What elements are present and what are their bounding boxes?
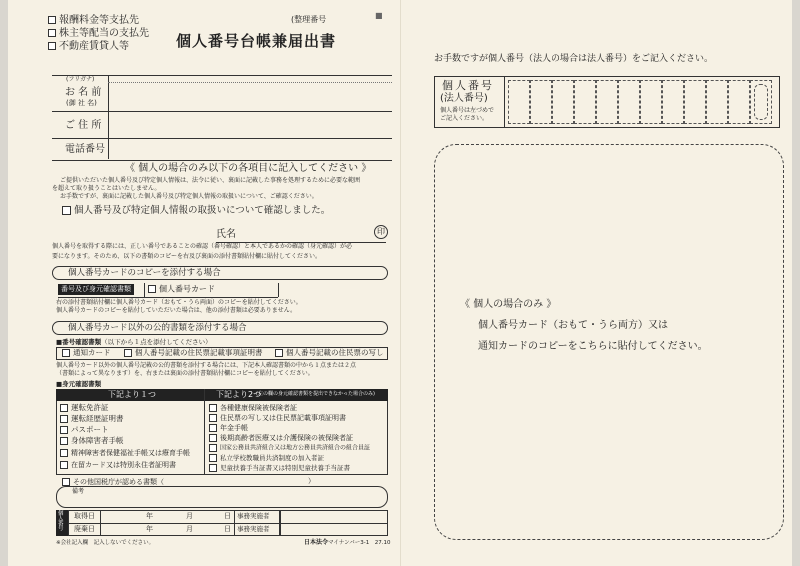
number-docs-label: ■番号確認書類（以下から１点を添付してください） [56, 338, 212, 346]
disposal-month: 月 [186, 525, 193, 533]
other-document-close: ） [308, 477, 315, 485]
checkbox[interactable] [62, 349, 70, 357]
checkbox[interactable] [60, 426, 68, 434]
digit-cell[interactable] [684, 80, 706, 124]
digit-cell[interactable] [728, 80, 750, 124]
verify-text-2: 要になります。そのため、以下の書類のコピーを右及び裏面の添付書類貼付欄に貼付してください。 [52, 253, 322, 260]
id-right-item[interactable]: 各種健康保険被保険者証 [209, 404, 297, 412]
office-side-label: 個人番号 [58, 511, 64, 532]
disposal-year: 年 [146, 525, 153, 533]
paste-title: 《 個人の場合のみ 》 [460, 299, 557, 310]
other-document-option[interactable]: その他国税庁が認める書類（ [62, 478, 164, 486]
address-field[interactable] [110, 113, 390, 137]
id-left-item[interactable]: 運転免許証 [60, 404, 109, 412]
option-notification-card[interactable]: 通知カード [62, 349, 111, 357]
digit-cell[interactable] [596, 80, 618, 124]
form-code: マイナンバー3-1 27.10 [328, 540, 391, 546]
id-left-item[interactable]: 身体障害者手帳 [60, 437, 124, 445]
disposal-date-label: 廃棄日 [74, 525, 95, 533]
seal-mark: 印 [374, 225, 388, 239]
id-right-item[interactable]: 国家公務員共済組合又は地方公務員共済組合の組合員証 [209, 444, 370, 452]
checkbox[interactable] [60, 415, 68, 423]
mycard-note-1: 右の添付書類貼付欄に個人番号カード（おもて・うら両面）のコピーを貼付してください。 [56, 299, 302, 306]
privacy-text-3: お手数ですが、裏面に記載した個人番号及び特定個人情報の取扱いについて、ご確認ください。 [60, 193, 318, 200]
other-heading: 個人番号カード以外の公的書類を添付する場合 [68, 323, 247, 333]
number-hint-2: ご記入ください。 [440, 115, 489, 122]
personal-number-label: 個人番号 [442, 79, 494, 92]
left-header-text: 下記より１つ [108, 390, 156, 399]
checkbox[interactable] [62, 206, 71, 215]
id-right-item[interactable]: 後期高齢者医療又は介護保険の被保険者証 [209, 434, 353, 442]
acquired-date-label: 取得日 [74, 512, 95, 520]
verify-text-1: 個人番号を取得する際には、正しい番号であることの確認（番号確認）と本人であるかの確認（身元確認）が必 [52, 243, 353, 250]
mycard-tag: 番号及び身元確認書類 [58, 284, 134, 295]
other-note-1: 個人番号カード以外の個人番号記載の公的書類を添付する場合には、下記本人確認書類の中から１点または２点 [56, 362, 357, 369]
number-hint-1: 個人番号は左づめで [440, 107, 495, 114]
checkbox[interactable] [209, 424, 217, 432]
reference-number-label: (整理番号 [291, 15, 327, 24]
id-left-item[interactable]: パスポート [60, 426, 109, 434]
office-footnote: ※会社記入欄 記入しないでください。 [56, 540, 155, 546]
form-title: 個人番号台帳兼届出書 [176, 32, 337, 50]
digit-cell[interactable] [574, 80, 596, 124]
id-right-item[interactable]: 住民票の写し又は住民票記載事項証明書 [209, 414, 346, 422]
signature-name-label: 氏名 [216, 229, 236, 240]
option-resident-cert[interactable]: 個人番号記載の住民票記載事項証明書 [124, 349, 263, 357]
option-resident-copy[interactable]: 個人番号記載の住民票の写し [275, 349, 384, 357]
checkbox[interactable] [62, 478, 70, 486]
digit-cell[interactable] [552, 80, 574, 124]
checkbox[interactable] [60, 449, 68, 457]
individual-heading: 《 個人の場合のみ以下の各項目に記入してください 》 [125, 163, 372, 174]
checkbox[interactable] [209, 454, 217, 462]
checkbox[interactable] [48, 16, 56, 24]
digit-cell[interactable] [530, 80, 552, 124]
mycard-note-2: 個人番号カードのコピーを貼付していただいた場合は、他の添付書類は必要ありません。 [56, 307, 297, 314]
check-item-dividend[interactable]: 株主等配当の支払先 [48, 29, 149, 39]
checkbox[interactable] [209, 464, 217, 472]
checkbox[interactable] [48, 42, 56, 50]
id-docs-label: ■身元確認書類 [56, 380, 102, 388]
publisher-logo: 日本法令 [304, 539, 329, 546]
check-item-payee[interactable]: 報酬料金等支払先 [48, 16, 139, 26]
acquired-day: 日 [224, 512, 231, 520]
privacy-text-1: ご提供いただいた個人番号及び特定個人情報は、法令に従い、裏面に記載した事務を処理するために必要な範囲 [60, 177, 361, 184]
digit-cell[interactable] [662, 80, 684, 124]
disposal-day: 日 [224, 525, 231, 533]
form-sheet [8, 0, 792, 566]
acquired-month: 月 [186, 512, 193, 520]
company-name-label: (御 社 名) [66, 99, 97, 107]
corporate-extra-digit-cell[interactable] [754, 84, 768, 120]
signature-field[interactable] [238, 226, 368, 242]
checkbox[interactable] [209, 404, 217, 412]
checkbox[interactable] [209, 434, 217, 442]
check-item-landlord[interactable]: 不動産賃貸人等 [48, 42, 129, 52]
mycard-option[interactable]: 個人番号カード [148, 285, 215, 294]
id-right-item[interactable]: 私立学校教職員共済制度の加入者証 [209, 454, 324, 462]
other-note-2: （書類によって異なります）を、右または裏面の添付書類貼付欄にコピーを貼付してください。 [56, 370, 314, 377]
phone-field[interactable] [110, 140, 390, 158]
id-right-item[interactable]: 児童扶養手当証書又は特別児童扶養手当証書 [209, 464, 350, 472]
id-left-item[interactable]: 在留カード又は特別永住者証明書 [60, 461, 176, 469]
privacy-text-2: を超えて取り扱うことはいたしません。 [52, 185, 161, 192]
name-label: お 名 前 [65, 87, 102, 98]
checkbox[interactable] [124, 349, 132, 357]
acquired-staff-label: 事務実施者 [237, 512, 270, 520]
page-fold [400, 0, 401, 566]
acquired-year: 年 [146, 512, 153, 520]
privacy-confirm[interactable]: 個人番号及び特定個人情報の取扱いについて確認しました。 [62, 206, 330, 216]
paste-instruction-1: 個人番号カード（おもて・うら両方）又は [478, 320, 668, 331]
right-header-note: (左の欄の身元確認書類を提出できなかった場合のみ) [256, 391, 375, 397]
digit-cell[interactable] [508, 80, 530, 124]
checkbox[interactable] [60, 461, 68, 469]
digit-cell[interactable] [618, 80, 640, 124]
right-header-text: 下記より2つ [216, 390, 262, 399]
checkbox[interactable] [209, 414, 217, 422]
name-field[interactable] [110, 84, 390, 110]
mycard-heading: 個人番号カードのコピーを添付する場合 [68, 268, 221, 278]
paste-instruction-2: 通知カードのコピーをこちらに貼付してください。 [478, 341, 708, 352]
checkbox[interactable] [60, 437, 68, 445]
checkbox[interactable] [48, 29, 56, 37]
number-request-text: お手数ですが個人番号（法人の場合は法人番号）をご記入ください。 [434, 54, 714, 64]
address-label: ご 住 所 [65, 120, 102, 131]
id-left-item[interactable]: 運転経歴証明書 [60, 415, 124, 423]
id-right-item[interactable]: 年金手帳 [209, 424, 248, 432]
checkbox[interactable] [148, 285, 156, 293]
corporate-number-label: (法人番号) [440, 93, 488, 104]
remarks-box[interactable] [56, 486, 388, 508]
phone-label: 電話番号 [65, 144, 105, 155]
digit-cell[interactable] [706, 80, 728, 124]
checkbox[interactable] [60, 404, 68, 412]
furigana-label: (フリガナ) [66, 76, 95, 83]
id-left-item[interactable]: 精神障害者保健福祉手帳又は療育手帳 [60, 449, 190, 457]
checkbox[interactable] [275, 349, 283, 357]
remarks-label: 備考 [72, 488, 85, 495]
digit-cell[interactable] [640, 80, 662, 124]
corner-mark: ■ [375, 11, 383, 20]
checkbox[interactable] [209, 444, 217, 452]
disposal-staff-label: 事務実施者 [237, 525, 270, 533]
